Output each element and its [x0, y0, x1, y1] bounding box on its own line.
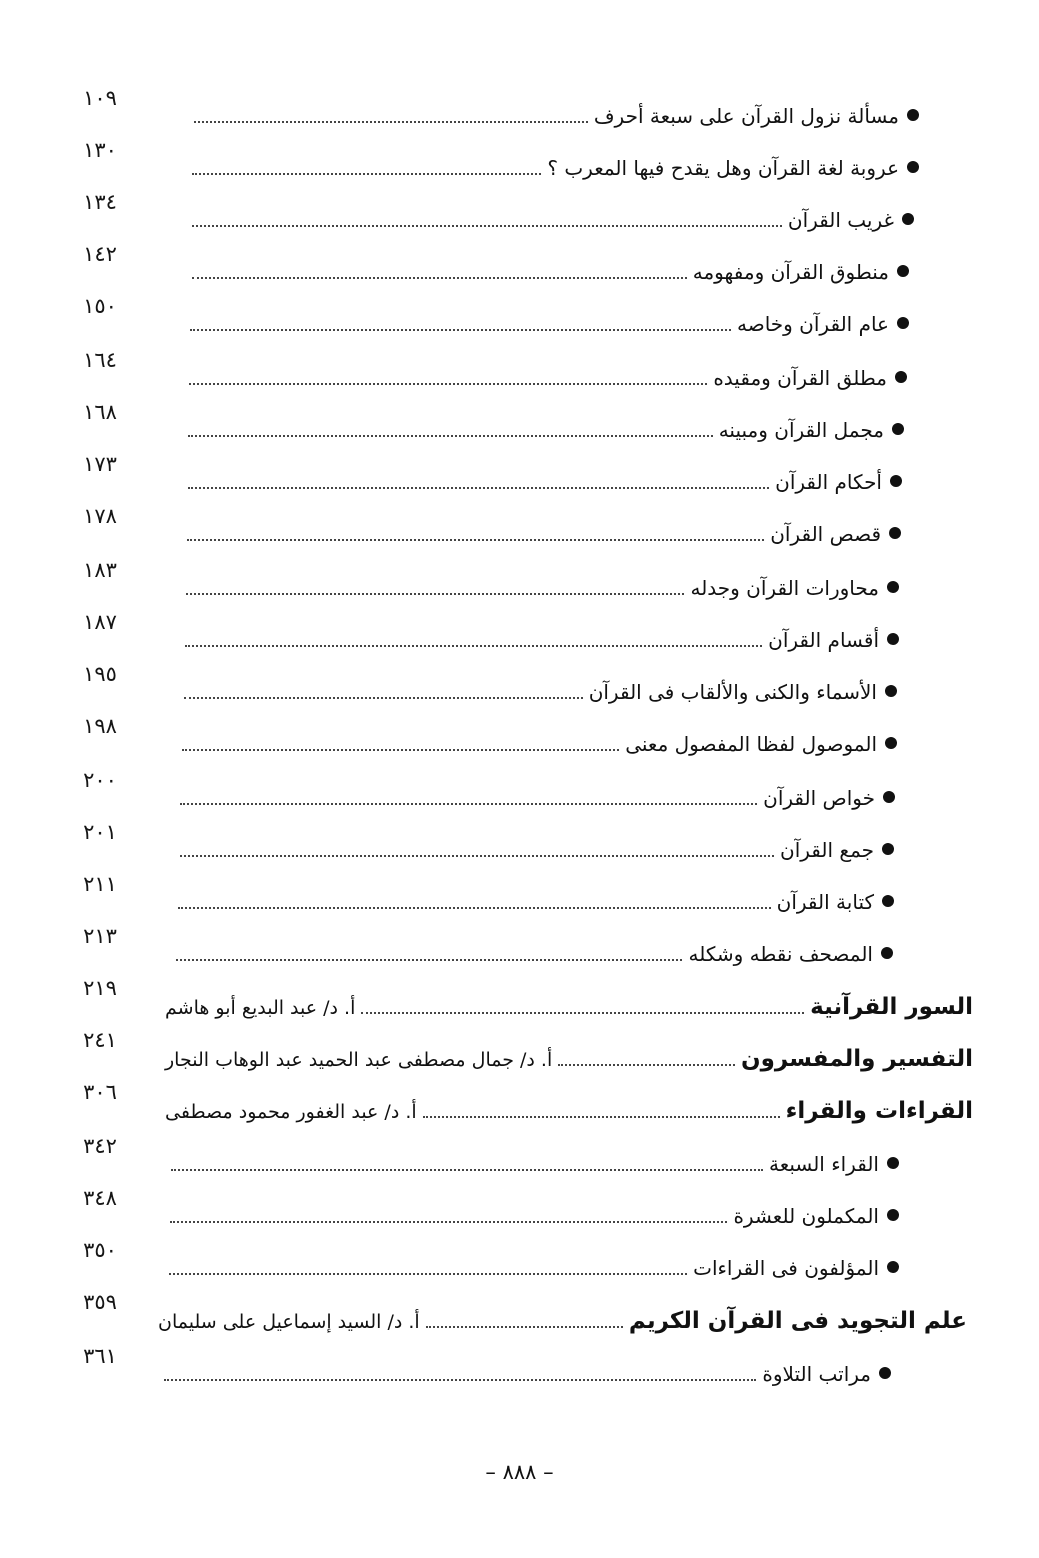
toc-section-title: التفسير والمفسرون	[741, 1046, 973, 1072]
toc-item-row	[0, 1186, 1039, 1238]
toc-page-number: ١٥٠	[83, 294, 117, 318]
toc-entry-line	[180, 576, 899, 600]
dot-leader	[194, 111, 588, 123]
toc-item-title: عام القرآن وخاصه	[737, 312, 889, 336]
toc-page-number: ٣٠٦	[83, 1080, 117, 1104]
toc-page-number: ٣٤٨	[83, 1186, 117, 1210]
bullet-icon	[892, 423, 904, 435]
dot-leader	[182, 739, 619, 751]
dot-leader	[192, 267, 687, 279]
toc-entry-line	[158, 1362, 891, 1386]
page-footer-number: – ٨٨٨ –	[485, 1460, 554, 1484]
toc-page-number: ١٦٤	[83, 348, 117, 372]
toc-page-number: ٢٠١	[83, 820, 117, 844]
toc-entry-line	[179, 628, 899, 652]
toc-item-row	[0, 924, 1039, 976]
toc-entry-line	[172, 890, 894, 914]
toc-item-title: المصحف نقطه وشكله	[688, 942, 873, 966]
toc-page-number: ٢١١	[83, 872, 117, 896]
toc-entry-line	[186, 208, 914, 232]
toc-item-row	[0, 610, 1039, 662]
toc-item-row	[0, 242, 1039, 294]
toc-item-title: خواص القرآن	[763, 786, 875, 810]
dot-leader	[187, 529, 764, 541]
toc-item-row	[0, 1238, 1039, 1290]
bullet-icon	[887, 581, 899, 593]
dot-leader	[180, 793, 757, 805]
bullet-icon	[882, 895, 894, 907]
toc-section-row	[0, 1080, 1039, 1132]
toc-item-title: كتابة القرآن	[776, 890, 874, 914]
toc-section-row	[0, 1290, 1039, 1342]
toc-entry-line	[186, 156, 919, 180]
toc-page-number: ١٣٤	[83, 190, 117, 214]
toc-page-number: ٢١٩	[83, 976, 117, 1000]
dot-leader	[164, 1369, 756, 1381]
toc-entry-line	[186, 260, 909, 284]
toc-section-author: أ. د/ جمال مصطفى عبد الحميد عبد الوهاب النجار	[165, 1049, 553, 1071]
dot-leader	[180, 845, 774, 857]
bullet-icon	[907, 109, 919, 121]
toc-item-row	[0, 294, 1039, 346]
dot-leader	[184, 687, 583, 699]
toc-page-number: ٢٠٠	[83, 768, 117, 792]
toc-item-row	[0, 1134, 1039, 1186]
toc-page-number: ١٠٩	[83, 86, 117, 110]
toc-item-title: مطلق القرآن ومقيده	[713, 366, 887, 390]
dot-leader	[188, 425, 713, 437]
toc-page-number: ٣٦١	[83, 1344, 117, 1368]
dot-leader	[426, 1316, 623, 1328]
dot-leader	[178, 897, 771, 909]
toc-item-title: مجمل القرآن ومبينه	[718, 418, 884, 442]
dot-leader	[169, 1263, 687, 1275]
dot-leader	[186, 583, 684, 595]
bullet-icon	[902, 213, 914, 225]
toc-item-row	[0, 504, 1039, 556]
bullet-icon	[883, 791, 895, 803]
dot-leader	[192, 215, 782, 227]
toc-item-row	[0, 768, 1039, 820]
dot-leader	[185, 635, 762, 647]
toc-entry-line	[183, 366, 907, 390]
toc-section-row	[0, 1028, 1039, 1080]
bullet-icon	[887, 1209, 899, 1221]
dot-leader	[361, 1002, 804, 1014]
dot-leader	[171, 1159, 763, 1171]
bullet-icon	[890, 475, 902, 487]
toc-entry-line	[188, 104, 919, 128]
dot-leader	[188, 477, 769, 489]
toc-item-row	[0, 662, 1039, 714]
toc-page-number: ١٨٧	[83, 610, 117, 634]
toc-section-title: السور القرآنية	[810, 994, 973, 1020]
toc-entry-line	[182, 418, 904, 442]
toc-entry-line	[174, 838, 894, 862]
toc-item-row	[0, 558, 1039, 610]
toc-entry-line	[165, 1098, 973, 1124]
toc-item-title: محاورات القرآن وجدله	[690, 576, 879, 600]
dot-leader	[170, 1211, 727, 1223]
dot-leader	[192, 163, 541, 175]
toc-entry-line	[182, 470, 902, 494]
toc-item-title: قصص القرآن	[770, 522, 881, 546]
toc-item-row	[0, 452, 1039, 504]
toc-item-title: غريب القرآن	[787, 208, 894, 232]
toc-item-title: أحكام القرآن	[775, 470, 882, 494]
bullet-icon	[881, 947, 893, 959]
bullet-icon	[887, 1261, 899, 1273]
bullet-icon	[885, 685, 897, 697]
toc-section-author: أ. د/ عبد البديع أبو هاشم	[165, 997, 356, 1019]
toc-item-title: القراء السبعة	[768, 1152, 879, 1176]
toc-entry-line	[158, 1308, 967, 1334]
toc-item-row	[0, 86, 1039, 138]
toc-entry-line	[184, 312, 909, 336]
toc-section-row	[0, 976, 1039, 1028]
toc-item-row	[0, 138, 1039, 190]
toc-section-title: القراءات والقراء	[785, 1098, 973, 1124]
bullet-icon	[882, 843, 894, 855]
toc-page-number: ١٩٨	[83, 714, 117, 738]
toc-item-title: مسألة نزول القرآن على سبعة أحرف	[593, 104, 899, 128]
toc-entry-line	[170, 942, 893, 966]
toc-item-row	[0, 400, 1039, 452]
toc-entry-line	[164, 1204, 899, 1228]
bullet-icon	[907, 161, 919, 173]
toc-item-title: منطوق القرآن ومفهومه	[692, 260, 889, 284]
dot-leader	[190, 319, 731, 331]
bullet-icon	[897, 317, 909, 329]
bullet-icon	[885, 737, 897, 749]
toc-page-number: ١٣٠	[83, 138, 117, 162]
toc-item-title: مراتب التلاوة	[762, 1362, 871, 1386]
bullet-icon	[879, 1367, 891, 1379]
toc-item-row	[0, 714, 1039, 766]
bullet-icon	[895, 371, 907, 383]
toc-item-title: أقسام القرآن	[768, 628, 879, 652]
dot-leader	[189, 373, 707, 385]
toc-entry-line	[165, 994, 973, 1020]
toc-page-number: ٣٥٠	[83, 1238, 117, 1262]
toc-page-number: ١٨٣	[83, 558, 117, 582]
toc-page-number: ٣٥٩	[83, 1290, 117, 1314]
toc-section-author: أ. د/ السيد إسماعيل على سليمان	[158, 1311, 420, 1333]
bullet-icon	[889, 527, 901, 539]
toc-entry-line	[163, 1256, 899, 1280]
toc-item-title: عروبة لغة القرآن وهل يقدح فيها المعرب ؟	[547, 156, 899, 180]
toc-page-number: ١٦٨	[83, 400, 117, 424]
toc-item-row	[0, 348, 1039, 400]
toc-page-number: ٢١٣	[83, 924, 117, 948]
toc-page-number: ٢٤١	[83, 1028, 117, 1052]
toc-entry-line	[178, 680, 897, 704]
toc-page-number: ١٧٨	[83, 504, 117, 528]
toc-page-number: ١٧٣	[83, 452, 117, 476]
dot-leader	[423, 1106, 780, 1118]
toc-item-row	[0, 820, 1039, 872]
bullet-icon	[887, 1157, 899, 1169]
toc-entry-line	[176, 732, 897, 756]
toc-entry-line	[165, 1152, 899, 1176]
toc-item-title: الأسماء والكنى والألقاب فى القرآن	[588, 680, 877, 704]
toc-page-number: ٣٤٢	[83, 1134, 117, 1158]
toc-item-row	[0, 1344, 1039, 1396]
toc-entry-line	[174, 786, 895, 810]
toc-entry-line	[165, 1046, 973, 1072]
dot-leader	[558, 1054, 735, 1066]
bullet-icon	[897, 265, 909, 277]
toc-section-author: أ. د/ عبد الغفور محمود مصطفى	[165, 1101, 417, 1123]
toc-section-title: علم التجويد فى القرآن الكريم	[628, 1308, 967, 1334]
toc-entry-line	[181, 522, 901, 546]
toc-page-number: ١٩٥	[83, 662, 117, 686]
toc-item-row	[0, 190, 1039, 242]
bullet-icon	[887, 633, 899, 645]
dot-leader	[176, 949, 682, 961]
toc-item-title: جمع القرآن	[780, 838, 874, 862]
toc-item-row	[0, 872, 1039, 924]
toc-item-title: المؤلفون فى القراءات	[693, 1256, 879, 1280]
toc-page-number: ١٤٢	[83, 242, 117, 266]
toc-item-title: المكملون للعشرة	[733, 1204, 879, 1228]
toc-item-title: الموصول لفظا المفصول معنى	[625, 732, 877, 756]
